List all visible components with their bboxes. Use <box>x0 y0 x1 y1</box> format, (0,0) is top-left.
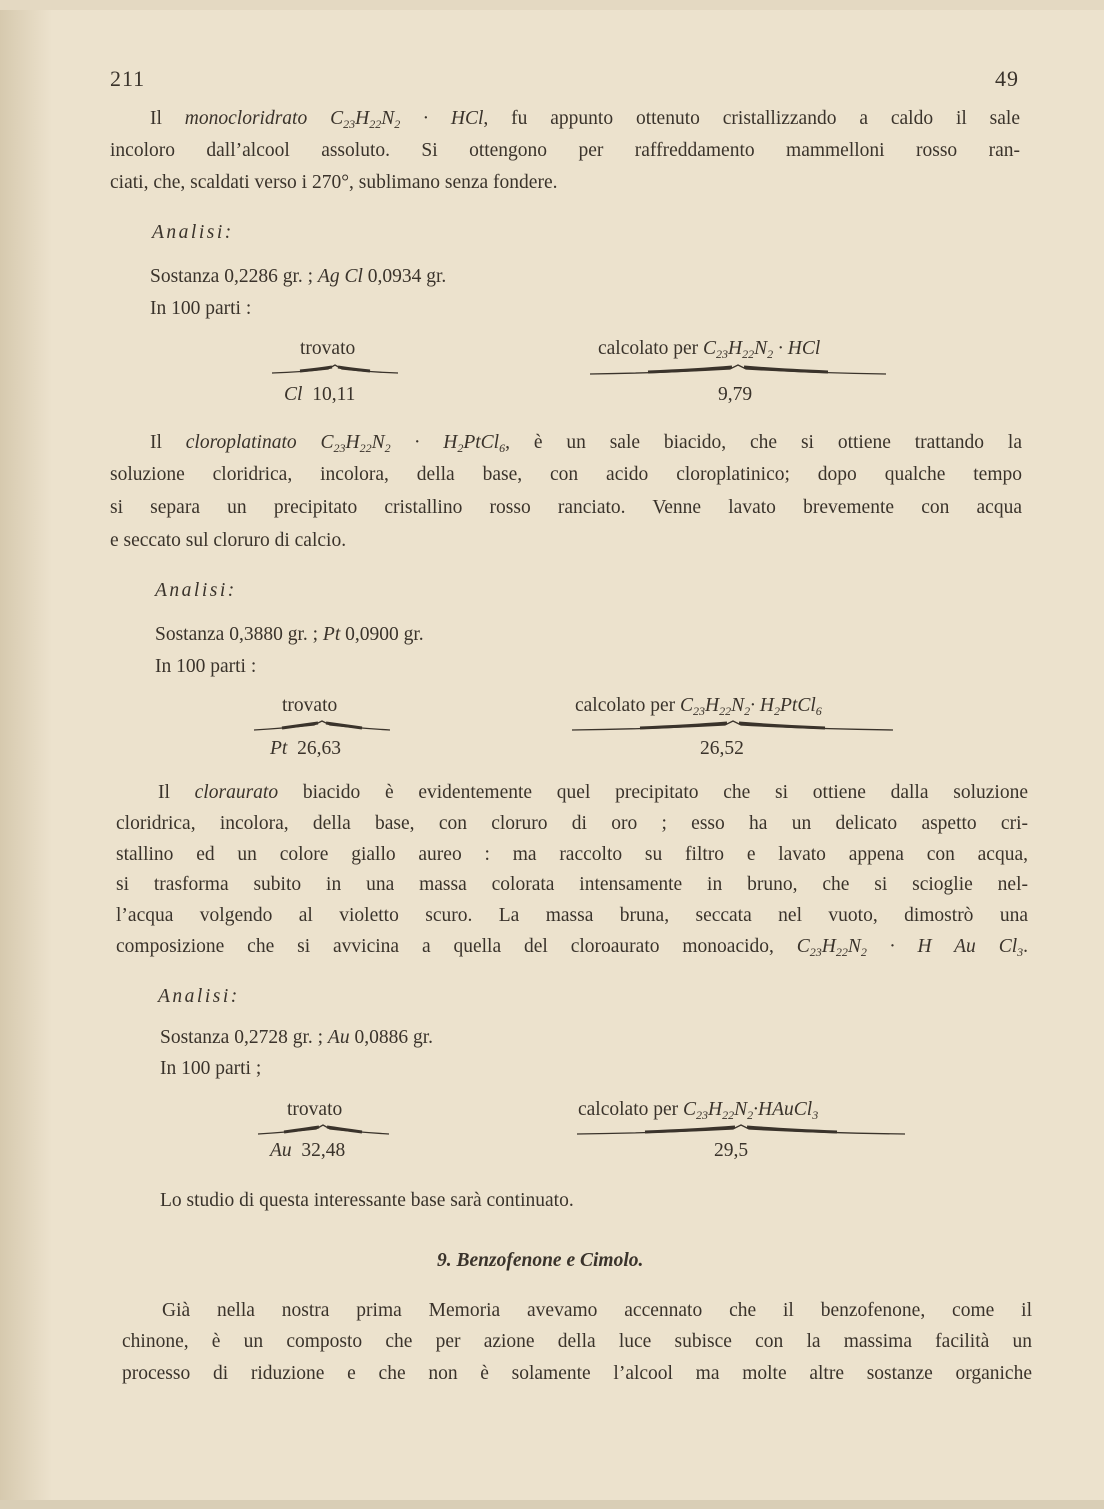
analysis3-calc-value: 29,5 <box>714 1140 749 1161</box>
analysis1-substance: Sostanza 0,2286 gr. ; Ag Cl 0,0934 gr. <box>150 266 447 287</box>
para3-line-6: composizione che si avvicina a quella del cloroaurato monoacido, $C_{23}H_{22}N_2 \cdot H$ Au $Cl_3$. <box>116 936 1028 959</box>
para3-line-3: stallino ed un colore giallo aureo : ma raccolto su filtro e lavato appena con acqua, <box>116 844 1028 865</box>
page-gutter-shadow <box>0 0 52 1509</box>
para3-line-2: cloridrica, incolora, della base, con cloruro di oro ; esso ha un delicato aspetto cri- <box>116 813 1028 834</box>
analysis1-parts: In 100 parti : <box>150 298 252 319</box>
para1-line-1: Il monocloridrato $C_{23}H_{22}N_2$ · HCl, fu appunto ottenuto cristallizzando a caldo il sale <box>150 108 1021 131</box>
analysis3-found-label: trovato <box>287 1099 343 1120</box>
para4-line-1: Già nella nostra prima Memoria avevamo accennato che il benzofenone, come il <box>162 1300 1032 1321</box>
formula: $C_{23}H_{22}N_2 \cdot H$ Au $Cl_3$ <box>796 936 1024 959</box>
analysis3-found: Au 32,48 <box>270 1140 346 1161</box>
analysis1-found: Cl 10,11 <box>284 384 356 405</box>
analysis3-substance: Sostanza 0,2728 gr. ; Au 0,0886 gr. <box>160 1027 433 1048</box>
para2-line-3: si separa un precipitato cristallino rosso ranciato. Venne lavato brevemente con acqua <box>110 497 1022 518</box>
page-top-edge <box>0 0 1104 10</box>
formula: $C_{23}H_{22}N_2$ · HCl <box>330 108 484 131</box>
analysis2-parts: In 100 parti : <box>155 656 257 677</box>
analysis1-found-label: trovato <box>300 338 356 359</box>
analysis3-parts: In 100 parti ; <box>160 1058 262 1079</box>
analysis1-calc-brace <box>588 364 888 376</box>
analysis2-calc-value: 26,52 <box>700 738 744 759</box>
closing-sentence: Lo studio di questa interessante base sarà continuato. <box>160 1190 574 1211</box>
page-number-right: 49 <box>995 66 1019 91</box>
analysis3-calc-brace <box>575 1124 907 1136</box>
analysis2-calc-label: calcolato per $C_{23}H_{22}N_2\cdot$ $H_2PtCl_6$ <box>575 695 822 718</box>
analysis1-label: Analisi: <box>152 222 234 243</box>
para1-line-3: ciati, che, scaldati verso i 270°, sublimano senza fondere. <box>110 172 558 193</box>
analysis2-calc-brace <box>570 720 895 732</box>
para2-line-4: e seccato sul cloruro di calcio. <box>110 530 347 551</box>
para3-line-1: Il cloraurato biacido è evidentemente quel precipitato che si ottiene dalla soluzione <box>158 782 1028 803</box>
page-number-left: 211 <box>110 66 146 91</box>
para3-line-4: si trasforma subito in una massa colorata intensamente in bruno, che si scioglie nel- <box>116 874 1028 895</box>
analysis2-found-label: trovato <box>282 695 338 716</box>
para4-line-3: processo di riduzione e che non è solamente l’alcool ma molte altre sostanze organiche <box>122 1363 1032 1384</box>
analysis3-found-brace <box>256 1124 391 1136</box>
para2-line-2: soluzione cloridrica, incolora, della base, con acido cloroplatinico; dopo qualche tempo <box>110 464 1022 485</box>
analysis1-calc-label: calcolato per $C_{23}H_{22}N_2$ · HCl <box>598 338 821 361</box>
analysis2-substance: Sostanza 0,3880 gr. ; Pt 0,0900 gr. <box>155 624 424 645</box>
para3-line-5: l’acqua volgendo al violetto scuro. La massa bruna, seccata nel vuoto, dimostrò una <box>116 905 1028 926</box>
para1-line-2: incoloro dall’alcool assoluto. Si ottengono per raffreddamento mammelloni rosso ran- <box>110 140 1020 161</box>
analysis1-found-brace <box>270 364 400 376</box>
para4-line-2: chinone, è un composto che per azione della luce subisce con la massima facilità un <box>122 1331 1032 1352</box>
section-heading: 9. Benzofenone e Cimolo. <box>437 1250 644 1271</box>
formula: $C_{23}H_{22}N_2$ · $H_2PtCl_6$ <box>320 432 506 455</box>
analysis3-label: Analisi: <box>158 986 240 1007</box>
analysis2-label: Analisi: <box>155 580 237 601</box>
analysis2-found-brace <box>252 720 392 732</box>
analysis2-found: Pt 26,63 <box>270 738 341 759</box>
analysis1-calc-value: 9,79 <box>718 384 753 405</box>
analysis3-calc-label: calcolato per $C_{23}H_{22}N_2\cdot HAuCl_3$ <box>578 1099 819 1122</box>
page-bottom-edge <box>0 1500 1104 1509</box>
para2-line-1: Il cloroplatinato $C_{23}H_{22}N_2$ · $H_2PtCl_6$, è un sale biacido, che si ottiene trattando la <box>150 432 1022 455</box>
